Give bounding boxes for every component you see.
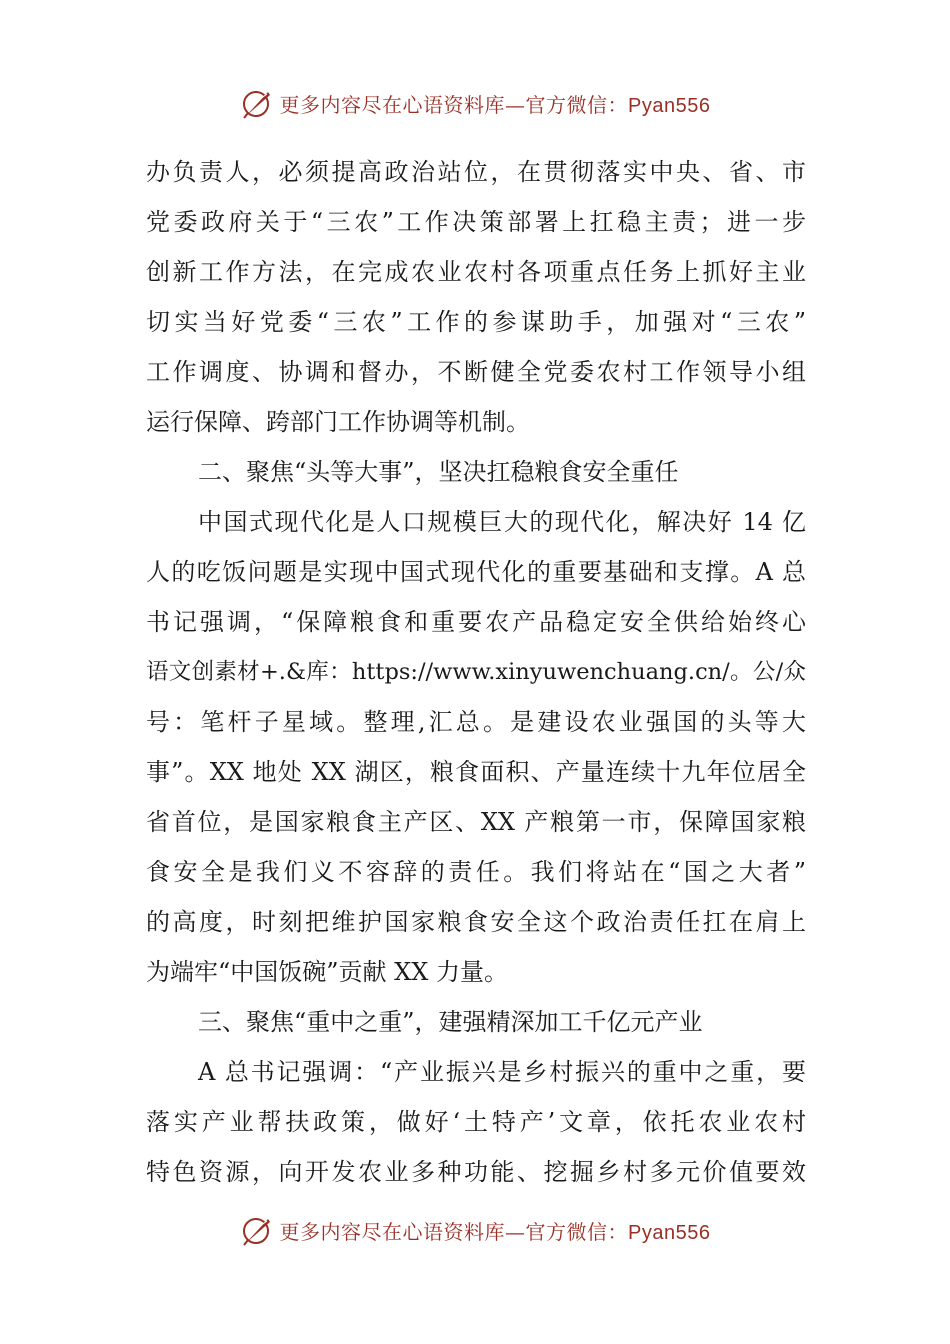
body-text-line: 语文创素材+.&库：https://www.xinyuwenchuang.cn/。公/众 [146, 659, 806, 685]
body-text-line: 食安全是我们义不容辞的责任。我们将站在“国之大者” [146, 858, 806, 886]
body-text-line: 的高度，时刻把维护国家粮食安全这个政治责任扛在肩上 [146, 908, 806, 936]
section-heading: 三、聚焦“重中之重”，建强精深加工千亿元产业 [198, 1008, 703, 1036]
quill-logo-icon [240, 1213, 274, 1247]
body-text-line: 中国式现代化是人口规模巨大的现代化，解决好 14 亿 [198, 508, 806, 536]
footer-watermark-banner [0, 1210, 950, 1250]
body-text-line: 创新工作方法，在完成农业农村各项重点任务上抓好主业 [146, 258, 806, 286]
body-text-line: 党委政府关于“三农”工作决策部署上扛稳主责；进一步 [146, 208, 806, 236]
header-watermark-banner [0, 83, 950, 123]
body-text-line: 落实产业帮扶政策，做好‘土特产’文章，依托农业农村 [146, 1108, 806, 1136]
body-text-line: 书记强调，“保障粮食和重要农产品稳定安全供给始终心 [146, 608, 806, 636]
body-text-line: 号：笔杆子星域。整理,汇总。是建设农业强国的头等大 [146, 708, 806, 736]
body-text-line: 特色资源，向开发农业多种功能、挖掘乡村多元价值要效 [146, 1158, 806, 1186]
body-text-line: 省首位，是国家粮食主产区、XX 产粮第一市，保障国家粮 [146, 808, 806, 836]
quill-logo-icon [240, 86, 274, 120]
body-text-line: 为端牢“中国饭碗”贡献 XX 力量。 [146, 958, 508, 986]
document-body [146, 147, 806, 1197]
banner-text: 更多内容尽在心语资料库—官方微信：Pyan556 [279, 92, 711, 117]
body-text-line: A 总书记强调：“产业振兴是乡村振兴的重中之重，要 [198, 1058, 806, 1086]
body-text-line: 工作调度、协调和督办，不断健全党委农村工作领导小组 [146, 358, 806, 386]
body-text-line: 办负责人，必须提高政治站位，在贯彻落实中央、省、市 [146, 158, 806, 186]
section-heading: 二、聚焦“头等大事”，坚决扛稳粮食安全重任 [198, 458, 679, 486]
body-text-line: 运行保障、跨部门工作协调等机制。 [146, 408, 530, 436]
body-text-line: 事”。XX 地处 XX 湖区，粮食面积、产量连续十九年位居全 [146, 758, 806, 786]
banner-text: 更多内容尽在心语资料库—官方微信：Pyan556 [279, 1219, 711, 1244]
body-text-line: 人的吃饭问题是实现中国式现代化的重要基础和支撑。A 总 [146, 558, 806, 586]
body-text-line: 切实当好党委“三农”工作的参谋助手，加强对“三农” [146, 308, 806, 336]
